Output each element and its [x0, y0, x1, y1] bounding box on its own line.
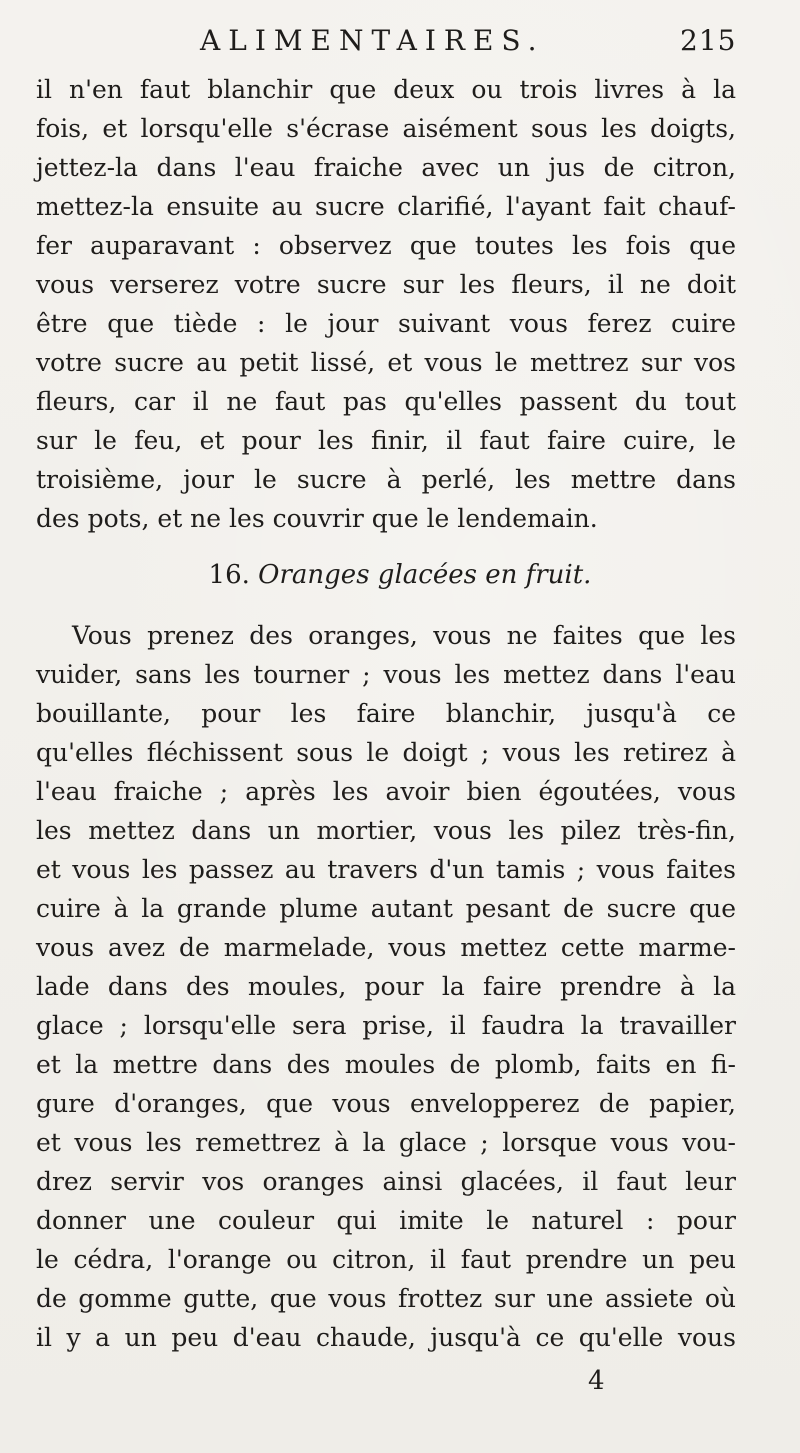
- text-line: donner une couleur qui imite le naturel : pour: [36, 1206, 736, 1235]
- text-line: vous verserez votre sucre sur les fleurs, il ne doit: [36, 270, 736, 299]
- text-line: il n'en faut blanchir que deux ou trois livres à la: [36, 75, 736, 104]
- text-line: de gomme gutte, que vous frottez sur une assiete où: [36, 1284, 736, 1313]
- text-line: vous avez de marmelade, vous mettez cette marme-: [36, 933, 736, 962]
- text-line: gure d'oranges, que vous envelopperez de papier,: [36, 1089, 736, 1118]
- page-header: [0, 24, 800, 64]
- running-head: ALIMENTAIRES.: [200, 24, 545, 57]
- text-line: bouillante, pour les faire blanchir, jusqu'à ce: [36, 699, 736, 728]
- text-line: et vous les remettrez à la glace ; lorsque vous vou-: [36, 1128, 736, 1157]
- recipe-paragraph: [36, 616, 736, 1357]
- text-line: et la mettre dans des moules de plomb, faits en fi-: [36, 1050, 736, 1079]
- text-line: il y a un peu d'eau chaude, jusqu'à ce qu'elle vous: [36, 1323, 736, 1352]
- text-line: fer auparavant : observez que toutes les fois que: [36, 231, 736, 260]
- text-line: les mettez dans un mortier, vous les pilez très-fin,: [36, 816, 736, 845]
- text-line: troisième, jour le sucre à perlé, les mettre dans: [36, 465, 736, 494]
- text-line: fois, et lorsqu'elle s'écrase aisément sous les doigts,: [36, 114, 736, 143]
- text-line: jettez-la dans l'eau fraiche avec un jus de citron,: [36, 153, 736, 182]
- signature-mark: 4: [588, 1366, 605, 1396]
- text-line: cuire à la grande plume autant pesant de sucre que: [36, 894, 736, 923]
- text-line: fleurs, car il ne faut pas qu'elles passent du tout: [36, 387, 736, 416]
- text-line: des pots, et ne les couvrir que le lendemain.: [36, 504, 598, 533]
- text-line: et vous les passez au travers d'un tamis ; vous faites: [36, 855, 736, 884]
- text-line: vuider, sans les tourner ; vous les mettez dans l'eau: [36, 660, 736, 689]
- text-line: être que tiède : le jour suivant vous ferez cuire: [36, 309, 736, 338]
- paragraph-continuation: [36, 70, 736, 538]
- text-line: votre sucre au petit lissé, et vous le mettrez sur vos: [36, 348, 736, 377]
- text-line: qu'elles fléchissent sous le doigt ; vous les retirez à: [36, 738, 736, 767]
- text-line: drez servir vos oranges ainsi glacées, il faut leur: [36, 1167, 736, 1196]
- text-line: mettez-la ensuite au sucre clarifié, l'ayant fait chauf-: [36, 192, 736, 221]
- section-title: Oranges glacées en fruit.: [258, 560, 592, 590]
- text-line: Vous prenez des oranges, vous ne faites que les: [72, 621, 736, 650]
- text-line: lade dans des moules, pour la faire prendre à la: [36, 972, 736, 1001]
- page-number: 215: [680, 24, 737, 57]
- text-line: glace ; lorsqu'elle sera prise, il faudra la travailler: [36, 1011, 736, 1040]
- text-line: sur le feu, et pour les finir, il faut faire cuire, le: [36, 426, 736, 455]
- section-number: 16.: [208, 560, 250, 590]
- text-line: le cédra, l'orange ou citron, il faut prendre un peu: [36, 1245, 736, 1274]
- text-line: l'eau fraiche ; après les avoir bien égoutées, vous: [36, 777, 736, 806]
- section-heading: [0, 560, 800, 590]
